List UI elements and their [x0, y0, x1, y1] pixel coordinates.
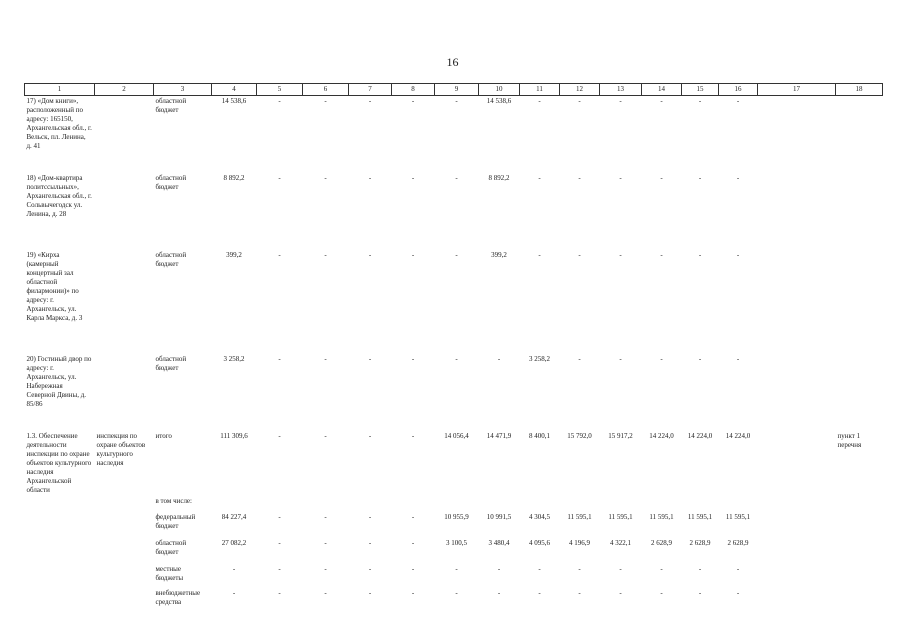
table-cell: - [698, 588, 702, 597]
column-header: 16 [719, 84, 758, 96]
table-cell: - [497, 564, 501, 573]
table-cell [479, 496, 520, 512]
table-cell: - [368, 588, 372, 597]
table-cell: - [538, 250, 541, 259]
table-cell: - [619, 564, 622, 573]
table-cell [682, 496, 719, 512]
table-cell: - [660, 354, 663, 363]
table-cell [95, 496, 154, 512]
table-cell: 11 595,1 [649, 512, 674, 521]
table-cell: - [736, 250, 740, 259]
table-cell: 4 322,1 [610, 538, 631, 547]
table-cell: - [455, 354, 458, 363]
table-cell: - [324, 97, 327, 105]
table-cell [758, 496, 836, 512]
table-cell: - [736, 173, 740, 182]
table-cell: - [324, 588, 327, 597]
table-cell: областной бюджет [155, 354, 187, 372]
table-cell: 3 100,5 [446, 538, 467, 547]
table-cell: - [619, 588, 622, 597]
table-cell [758, 564, 836, 588]
table-cell: - [497, 588, 501, 597]
table-cell [95, 96, 154, 173]
table-cell: 14 471,9 [486, 431, 512, 440]
table-cell: - [278, 97, 281, 105]
table-cell: - [736, 588, 740, 597]
table-cell: внебюджетные средства [155, 588, 201, 606]
table-cell: 27 082,2 [221, 538, 247, 547]
table-cell: 8 400,1 [529, 431, 550, 440]
table-cell: - [368, 250, 372, 259]
table-cell: инспекция по охране объектов культурного наследия [96, 431, 146, 467]
table-cell: - [278, 538, 281, 547]
table-cell: федеральный бюджет [155, 512, 196, 530]
table-cell: - [538, 173, 541, 182]
table-cell [25, 512, 95, 538]
table-cell [719, 496, 758, 512]
table-cell: - [660, 564, 663, 573]
table-cell: - [368, 97, 372, 105]
table-cell: в том числе: [155, 496, 192, 505]
table-cell: 1.3. Обеспечение деятельности инспекции по охране объектов культурного наследия Архангельской области [26, 431, 92, 494]
table-cell: 11 595,1 [725, 512, 751, 521]
table-cell [257, 496, 303, 512]
table-cell: - [455, 250, 458, 259]
table-cell: 3 258,2 [223, 354, 245, 363]
table-cell: - [411, 97, 415, 105]
table-cell: 14 224,0 [649, 431, 674, 440]
table-cell [758, 173, 836, 250]
table-cell: 10 955,9 [444, 512, 469, 521]
table-cell: 8 892,2 [223, 173, 245, 182]
table-cell: итого [155, 431, 172, 440]
column-header: 2 [95, 84, 154, 96]
column-header: 7 [349, 84, 392, 96]
table-cell: 2 628,9 [727, 538, 749, 547]
table-cell: 10 991,5 [486, 512, 512, 521]
table-cell: 15 792,0 [567, 431, 592, 440]
table-cell: - [324, 250, 327, 259]
table-cell: - [698, 564, 702, 573]
table-cell: - [324, 512, 327, 521]
table-cell [836, 496, 883, 512]
column-header: 9 [435, 84, 479, 96]
table-row [25, 496, 883, 512]
table-cell: - [411, 564, 415, 573]
table-cell: 11 595,1 [608, 512, 633, 521]
table-cell [758, 96, 836, 173]
table-cell [836, 512, 883, 538]
table-cell: пункт 1 перечня [837, 431, 862, 449]
table-cell: - [368, 173, 372, 182]
table-cell: 19) «Кирха (камерный концертный зал областной филармонии)» по адресу: г. Архангельск, ул. Карла Маркса, д. 3 [26, 250, 83, 322]
table-cell [95, 354, 154, 431]
table-cell [392, 496, 435, 512]
table-cell: областной бюджет [155, 250, 187, 268]
table-cell: 14 538,6 [221, 97, 247, 105]
table-cell: - [660, 173, 663, 182]
table-cell: 11 595,1 [567, 512, 592, 521]
table-cell: - [538, 564, 541, 573]
table-cell: - [232, 564, 236, 573]
table-cell: - [368, 431, 372, 440]
table-cell [642, 496, 682, 512]
table-cell [758, 354, 836, 431]
table-cell [600, 496, 642, 512]
table-row [25, 173, 883, 250]
table-cell: - [578, 97, 581, 105]
column-header: 12 [560, 84, 600, 96]
table-cell: 84 227,4 [221, 512, 247, 521]
table-cell: - [278, 250, 281, 259]
table-cell: 8 892,2 [488, 173, 510, 182]
table-cell: 2 628,9 [689, 538, 711, 547]
column-header: 1 [25, 84, 95, 96]
table-cell: - [278, 588, 281, 597]
table-cell [836, 538, 883, 564]
table-cell: 17) «Дом книги», расположенный по адресу: 165150, Архангельская обл., г. Вельск, пл. Ленина, д. 41 [26, 97, 92, 150]
table-cell: 14 056,4 [444, 431, 469, 440]
table-cell [758, 538, 836, 564]
table-row [25, 354, 883, 431]
table-cell: - [619, 250, 622, 259]
table-row [25, 250, 883, 354]
table-cell: - [411, 354, 415, 363]
table-cell: - [578, 173, 581, 182]
table-cell: - [324, 564, 327, 573]
table-cell: 399,2 [226, 250, 242, 259]
table-cell: 3 258,2 [529, 354, 550, 363]
table-cell: 4 095,6 [529, 538, 550, 547]
table-cell: - [368, 538, 372, 547]
table-cell: - [411, 512, 415, 521]
table-cell: - [411, 538, 415, 547]
table-cell [25, 538, 95, 564]
table-cell [560, 496, 600, 512]
table-cell [836, 354, 883, 431]
table-cell: - [278, 564, 281, 573]
table-cell: - [368, 564, 372, 573]
table-cell [758, 431, 836, 496]
column-header: 14 [642, 84, 682, 96]
table-cell: - [278, 173, 281, 182]
table-cell [212, 496, 257, 512]
table-cell [758, 512, 836, 538]
table-row [25, 96, 883, 173]
table-cell: областной бюджет [155, 538, 187, 556]
page-number: 16 [446, 55, 459, 69]
table-cell: - [278, 512, 281, 521]
table-cell: - [578, 564, 581, 573]
table-cell: - [324, 354, 327, 363]
table-cell: 11 595,1 [687, 512, 713, 521]
table-cell: 399,2 [491, 250, 507, 259]
table-cell: - [278, 354, 281, 363]
table-cell: 20) Гостиный двор по адресу: г. Архангельск, ул. Набережная Северной Двины, д. 85/86 [26, 354, 92, 408]
table-cell [836, 96, 883, 173]
table-cell: - [368, 512, 372, 521]
table-cell [349, 496, 392, 512]
table-cell [303, 496, 349, 512]
table-cell: 4 304,5 [529, 512, 550, 521]
table-cell: - [538, 588, 541, 597]
column-header: 4 [212, 84, 257, 96]
table-cell: - [619, 354, 622, 363]
table-cell [520, 496, 560, 512]
table-cell: - [578, 588, 581, 597]
table-cell: - [736, 564, 740, 573]
table-cell: - [324, 538, 327, 547]
table-cell: - [368, 354, 372, 363]
column-header: 6 [303, 84, 349, 96]
table-cell: - [497, 354, 501, 363]
table-cell: - [455, 564, 458, 573]
table-cell: 111 309,6 [220, 431, 248, 440]
table-cell: 14 224,0 [725, 431, 751, 440]
table-cell: - [455, 588, 458, 597]
table-cell [95, 512, 154, 538]
column-header: 5 [257, 84, 303, 96]
table-cell: - [455, 97, 458, 105]
table-cell: - [455, 173, 458, 182]
table-cell: 18) «Дом-квартира политссыльных», Архангельская обл., г. Сольвычегодск ул. Ленина, д. 28 [26, 173, 92, 218]
table-cell [25, 496, 95, 512]
table-cell [95, 173, 154, 250]
column-header: 17 [758, 84, 836, 96]
table-cell [758, 250, 836, 354]
table-cell: - [578, 250, 581, 259]
table-cell: - [660, 97, 663, 105]
table-row [25, 588, 883, 612]
table-cell [25, 564, 95, 588]
table-cell [435, 496, 479, 512]
table-cell [836, 173, 883, 250]
table-cell: - [538, 97, 541, 105]
table-cell: - [324, 431, 327, 440]
table-row [25, 512, 883, 538]
table-cell: - [411, 173, 415, 182]
table-cell: - [232, 588, 236, 597]
table-cell: - [660, 588, 663, 597]
table-cell [95, 588, 154, 612]
table-cell: - [698, 250, 702, 259]
column-header: 10 [479, 84, 520, 96]
table-row [25, 538, 883, 564]
table-cell: - [578, 354, 581, 363]
table-cell: - [698, 97, 702, 105]
table-cell: - [278, 431, 281, 440]
column-header: 18 [836, 84, 883, 96]
table-cell [95, 564, 154, 588]
table-cell: - [736, 97, 740, 105]
table-cell: - [660, 250, 663, 259]
table-cell: 14 538,6 [486, 97, 512, 105]
table-header-row [25, 84, 883, 96]
table-cell [95, 250, 154, 354]
table-cell: - [698, 354, 702, 363]
column-header: 8 [392, 84, 435, 96]
table-cell: - [411, 250, 415, 259]
table-cell: - [411, 431, 415, 440]
table-cell [95, 538, 154, 564]
column-header: 13 [600, 84, 642, 96]
table-cell [836, 564, 883, 588]
table-cell [758, 588, 836, 612]
column-header: 11 [520, 84, 560, 96]
table-cell: областной бюджет [155, 173, 187, 191]
column-header: 15 [682, 84, 719, 96]
column-header: 3 [154, 84, 212, 96]
table-cell: - [411, 588, 415, 597]
table-cell: 14 224,0 [687, 431, 713, 440]
table-cell: - [619, 173, 622, 182]
table-cell: 3 480,4 [488, 538, 510, 547]
table-cell: - [698, 173, 702, 182]
table-cell [25, 588, 95, 612]
table-cell: - [619, 97, 622, 105]
table-row [25, 564, 883, 588]
table-cell [836, 250, 883, 354]
table-cell: 4 196,9 [569, 538, 590, 547]
table-cell: - [736, 354, 740, 363]
table-cell: местные бюджеты [155, 564, 184, 582]
table-cell: 2 628,9 [651, 538, 672, 547]
budget-table [24, 83, 883, 612]
table-row [25, 431, 883, 496]
table-cell: 15 917,2 [608, 431, 633, 440]
table-cell: областной бюджет [155, 97, 187, 114]
table-cell [836, 588, 883, 612]
table-cell: - [324, 173, 327, 182]
